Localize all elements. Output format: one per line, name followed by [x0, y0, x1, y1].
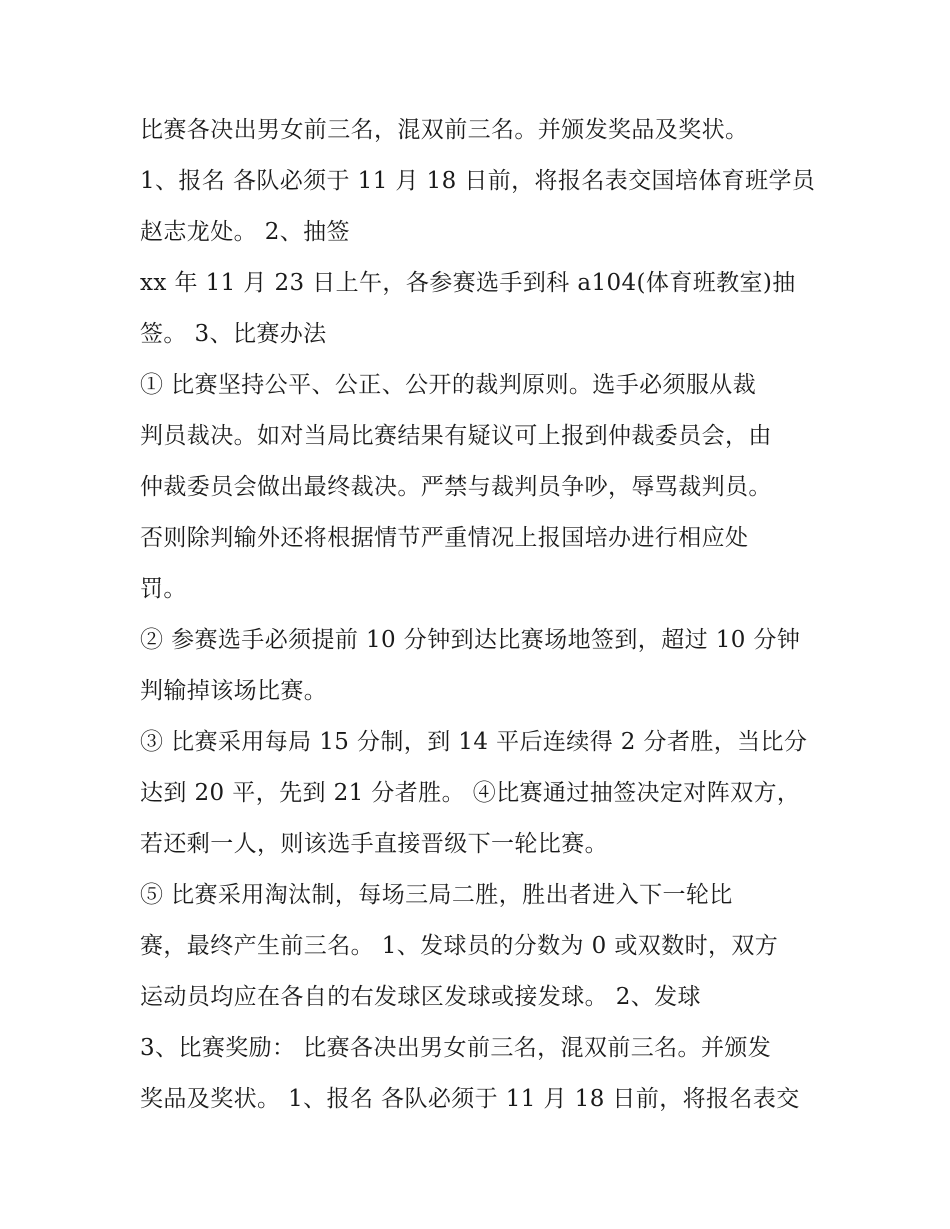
text-line: ③ 比赛采用每局 15 分制，到 14 平后连续得 2 分者胜，当比分: [140, 729, 808, 755]
text-line: 奖品及奖状。 1、报名 各队必须于 11 月 18 日前，将报名表交: [140, 1086, 800, 1112]
text-line: ⑤ 比赛采用淘汰制，每场三局二胜，胜出者进入下一轮比: [140, 882, 733, 908]
text-line: 罚。: [140, 576, 187, 602]
text-line: 判员裁决。如对当局比赛结果有疑议可上报到仲裁委员会，由: [140, 423, 772, 449]
text-line: ② 参赛选手必须提前 10 分钟到达比赛场地签到，超过 10 分钟: [140, 627, 801, 653]
text-line: 比赛各决出男女前三名，混双前三名。并颁发奖品及奖状。: [140, 117, 749, 143]
text-line: 3、比赛奖励： 比赛各决出男女前三名，混双前三名。并颁发: [140, 1035, 772, 1061]
text-line: 仲裁委员会做出最终裁决。严禁与裁判员争吵，辱骂裁判员。: [140, 474, 772, 500]
text-line: 运动员均应在各自的右发球区发球或接发球。 2、发球: [140, 984, 701, 1010]
text-line: xx 年 11 月 23 日上午，各参赛选手到科 a104(体育班教室)抽: [140, 270, 796, 296]
text-line: 若还剩一人，则该选手直接晋级下一轮比赛。: [140, 831, 608, 857]
text-line: 赛，最终产生前三名。 1、发球员的分数为 0 或双数时，双方: [140, 933, 779, 959]
text-line: 签。 3、比赛办法: [140, 321, 327, 347]
text-line: ① 比赛坚持公平、公正、公开的裁判原则。选手必须服从裁: [140, 372, 757, 398]
text-line: 达到 20 平，先到 21 分者胜。 ④比赛通过抽签决定对阵双方，: [140, 780, 801, 806]
text-line: 1、报名 各队必须于 11 月 18 日前，将报名表交国培体育班学员: [140, 168, 816, 194]
text-line: 判输掉该场比赛。: [140, 678, 328, 704]
text-line: 赵志龙处。 2、抽签: [140, 219, 350, 245]
text-line: 否则除判输外还将根据情节严重情况上报国培办进行相应处: [140, 525, 749, 551]
